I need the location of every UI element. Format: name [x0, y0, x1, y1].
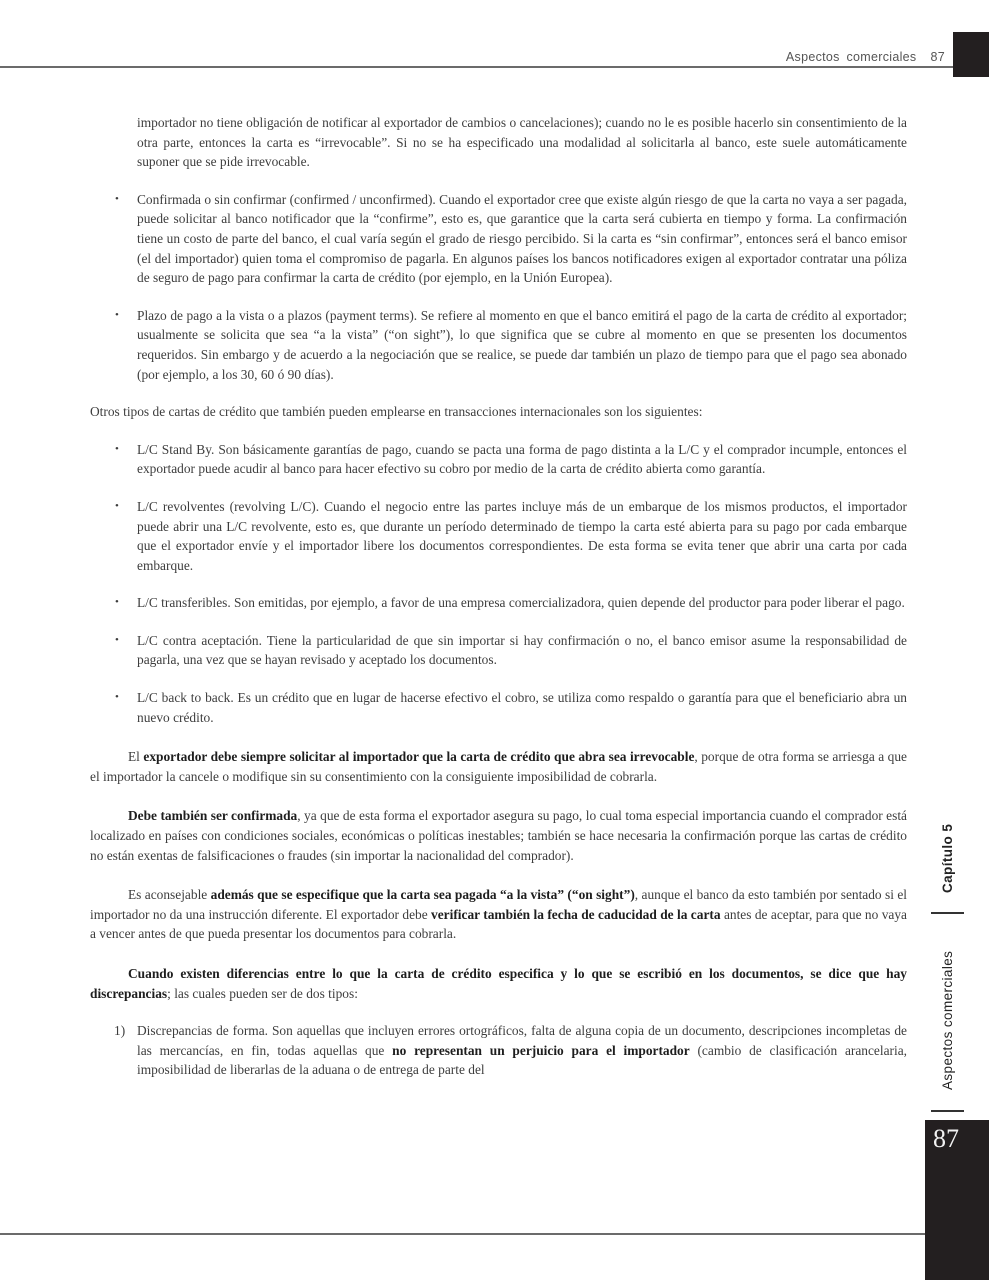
sidebar-section-label: Aspectos comerciales	[940, 950, 955, 1090]
corner-tab-block	[953, 32, 989, 77]
bullet-item	[90, 688, 907, 727]
running-header	[786, 50, 945, 64]
item-number: 1)	[114, 1023, 126, 1039]
bullet-icon: •	[115, 596, 119, 609]
bullet-text: L/C back to back. Es un crédito que en lugar de hacerse efectivo el cobro, se utiliza como respaldo o garantía para que el beneficiario abra un nuevo crédito.	[137, 690, 907, 725]
bullet-text: L/C revolventes (revolving L/C). Cuando el negocio entre las partes incluye más de un embarque de los mismos productos, el importador puede abrir una L/C revolvente, esto es, que durante un período determinado de tiempo la carta esté abierta para su pago por cada embarque que el exportador envíe y el importador libere los documentos correspondientes. De esta forma se evita tener que abrir una carta por cada embarque.	[137, 498, 907, 573]
bullet-icon: •	[115, 633, 119, 646]
sidebar-separator	[931, 912, 964, 914]
text-run: , porque de otra forma se arriesga a que el importador la cancele o modifique sin su consentimiento con la consiguiente imposibilidad de cobrarla.	[90, 749, 907, 784]
header-rule	[0, 66, 953, 68]
bullet-item	[90, 497, 907, 575]
bullet-icon: •	[115, 442, 119, 455]
bullet-text: L/C transferibles. Son emitidas, por ejemplo, a favor de una empresa comercializadora, quien depende del productor para poder liberar el pago.	[137, 595, 905, 611]
sidebar-chapter-label: Capítulo 5	[940, 823, 955, 893]
text-run: El	[128, 749, 144, 765]
numbered-text	[137, 1021, 907, 1080]
emphasis-text: no representan un perjuicio para el importador	[392, 1042, 690, 1058]
text-run: , ya que de esta forma el exportador asegura su pago, lo cual toma especial importancia cuando el comprador está localizado en países con condiciones sociales, económicas o políticas inestables; también se hace necesaria la confirmación porque las cartas de crédito no están exentas de falsificaciones o fraudes (sin importar la nacionalidad del comprador).	[90, 808, 907, 863]
bullet-icon: •	[115, 499, 119, 512]
text-run: Es aconsejable	[128, 887, 211, 903]
bullet-text: L/C Stand By. Son básicamente garantías de pago, cuando se pacta una forma de pago distinta a la L/C y el comprador incumple, entonces el exportador puede acudir al banco para hacer efectivo su cobro por medio de la carta de crédito abierta como garantía.	[137, 441, 907, 477]
footer-page-number: 87	[933, 1124, 959, 1153]
other-types-intro: Otros tipos de cartas de crédito que también pueden emplearse en transacciones internacionales son los siguientes:	[90, 404, 703, 420]
text-run: (cambio de clasificación arancelaria, imposibilidad de liberarlas de la aduana o de entrega de parte del	[137, 1042, 908, 1078]
emphasis-text: Cuando existen diferencias entre lo que la carta de crédito especifica y lo que se escribió en los documentos, se dice que hay discrepancias	[90, 966, 907, 1001]
intro-continuation: importador no tiene obligación de notificar al exportador de cambios o cancelaciones); cuando no le es posible hacerlo sin consentimiento de la otra parte, entonces la carta es “irrevocable”. Si no se ha especificado una modalidad al solicitarla al banco, este suele automáticamente suponer que se pide irrevocable.	[137, 115, 907, 170]
page-body	[90, 113, 907, 1080]
text-run: antes de aceptar, para que no vaya a vencer antes de que pueda presentar los documentos para cobrarla.	[90, 906, 907, 942]
bullet-item	[90, 593, 907, 613]
emphasis-text: Debe también ser confirmada	[128, 808, 298, 824]
bullet-icon: •	[115, 691, 119, 704]
paragraph-irrevocable	[90, 747, 907, 786]
bullet-item	[90, 440, 907, 479]
bullet-item	[90, 306, 907, 384]
bullet-text: Plazo de pago a la vista o a plazos (payment terms). Se refiere al momento en que el banco emitirá el pago de la carta de crédito al exportador; usualmente se solicita que sea “a la vista” (“on sight”), lo que significa que se cubre al momento en que se presenten los documentos requeridos. Sin embargo y de acuerdo a la negociación que se realice, se puede dar también un plazo de tiempo para que el pago sea abonado (por ejemplo, a los 30, 60 ó 90 días).	[137, 307, 907, 382]
paragraph-confirmada	[90, 806, 907, 865]
emphasis-text: exportador debe siempre solicitar al importador que la carta de crédito que abra sea irrevocable	[143, 749, 695, 765]
header-section-title: Aspectos comerciales	[785, 50, 917, 64]
emphasis-text: además que se especifique que la carta sea pagada “a la vista” (“on sight”)	[210, 887, 635, 903]
bullet-text: Confirmada o sin confirmar (confirmed / unconfirmed). Cuando el exportador cree que existe algún riesgo de que la carta no vaya a ser pagada, puede solicitar al banco notificador que la “confirme”, esto es, que garantice que la carta será cubierta en tiempo y forma. La confirmación tiene un costo de parte del banco, el cual varía según el grado de riesgo percibido. Si la carta es “sin confirmar”, entonces será el banco emisor (el del importador) quien toma el compromiso de pagarla. En algunos países los bancos notificadores exigen al exportador contratar una póliza de seguro de pago para confirmar la carta de crédito (por ejemplo, en la Unión Europea).	[137, 191, 907, 286]
paragraph-discrepancias	[90, 964, 907, 1003]
footer-rule	[0, 1233, 925, 1235]
numbered-item	[90, 1021, 907, 1080]
text-run: ; las cuales pueden ser de dos tipos:	[167, 985, 358, 1001]
bullet-text: L/C contra aceptación. Tiene la particularidad de que sin importar si hay confirmación o no, el banco emisor asume la responsabilidad de pagarla, una vez que se hayan revisado y aceptado los documentos.	[137, 632, 907, 668]
bullet-item	[90, 190, 907, 288]
sidebar-separator	[931, 1110, 964, 1112]
bullet-icon: •	[115, 308, 119, 321]
emphasis-text: verificar también la fecha de caducidad de la carta	[431, 906, 721, 922]
bullet-icon: •	[115, 192, 119, 205]
page-number-tab	[925, 1120, 989, 1280]
paragraph-a-la-vista	[90, 885, 907, 944]
bullet-item	[90, 631, 907, 670]
text-run: , aunque el banco da esto también por sentado si el importador no da una instrucción diferente. El exportador debe	[90, 887, 907, 922]
header-page-number: 87	[930, 50, 945, 64]
text-run: Discrepancias de forma. Son aquellas que incluyen errores ortográficos, falta de alguna copia de un documento, descripciones incompletas de las mercancías, en fin, todas aquellas que	[137, 1023, 907, 1058]
